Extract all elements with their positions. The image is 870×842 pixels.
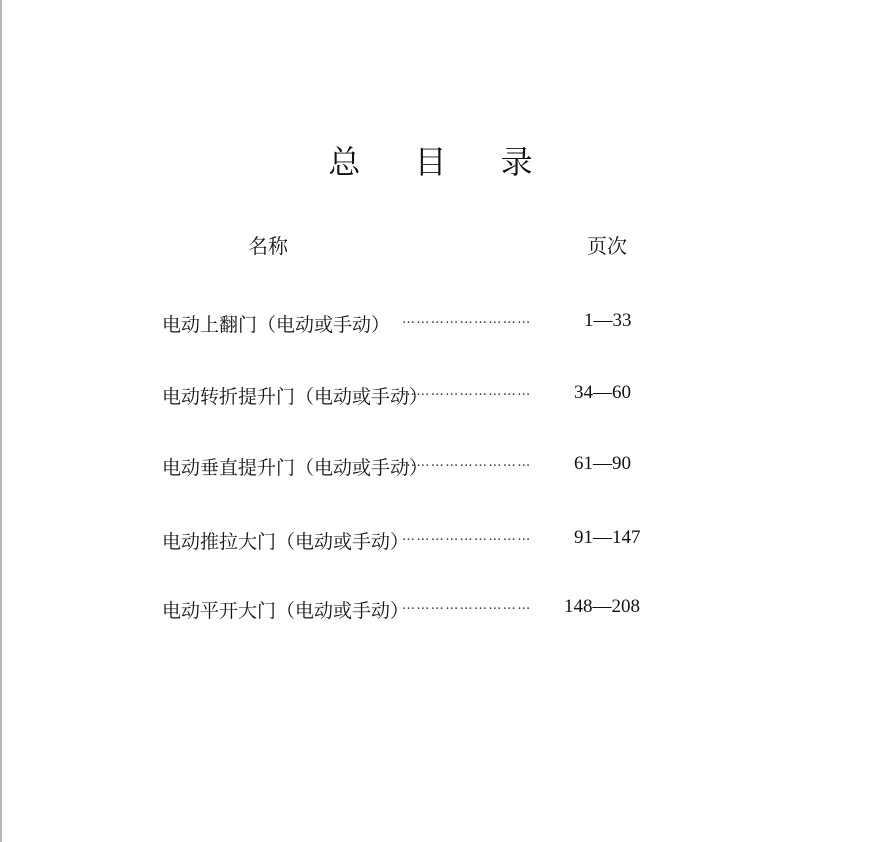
toc-entry[interactable]	[162, 310, 662, 340]
toc-entry-name: 电动平开大门（电动或手动）	[162, 600, 410, 622]
toc-entry[interactable]	[162, 382, 662, 412]
dot-leader: ………………………	[402, 384, 532, 399]
toc-entry-name: 电动垂直提升门（电动或手动）	[162, 457, 429, 479]
page-left-edge	[0, 0, 2, 842]
toc-entry-pages: 34—60	[574, 382, 631, 403]
toc-entry-name: 电动推拉大门（电动或手动）	[162, 531, 410, 553]
column-header-name: 名称	[248, 234, 288, 258]
toc-entry-pages: 148—208	[564, 596, 640, 617]
toc-entry-pages: 91—147	[574, 527, 641, 548]
toc-entry-name: 电动上翻门（电动或手动）	[162, 314, 391, 336]
toc-entry-name: 电动转折提升门（电动或手动）	[162, 386, 429, 408]
toc-entry-pages: 1—33	[584, 310, 632, 331]
toc-entry-pages: 61—90	[574, 453, 631, 474]
toc-entry[interactable]	[162, 596, 662, 626]
dot-leader: ………………………	[402, 455, 532, 470]
dot-leader: ………………………	[402, 598, 532, 613]
dot-leader: ………………………	[402, 529, 532, 544]
page-title: 总 目 录	[328, 143, 555, 182]
toc-entry[interactable]	[162, 527, 662, 557]
toc-entry[interactable]	[162, 453, 662, 483]
column-header-pages: 页次	[587, 234, 627, 258]
dot-leader: ………………………	[402, 312, 532, 327]
